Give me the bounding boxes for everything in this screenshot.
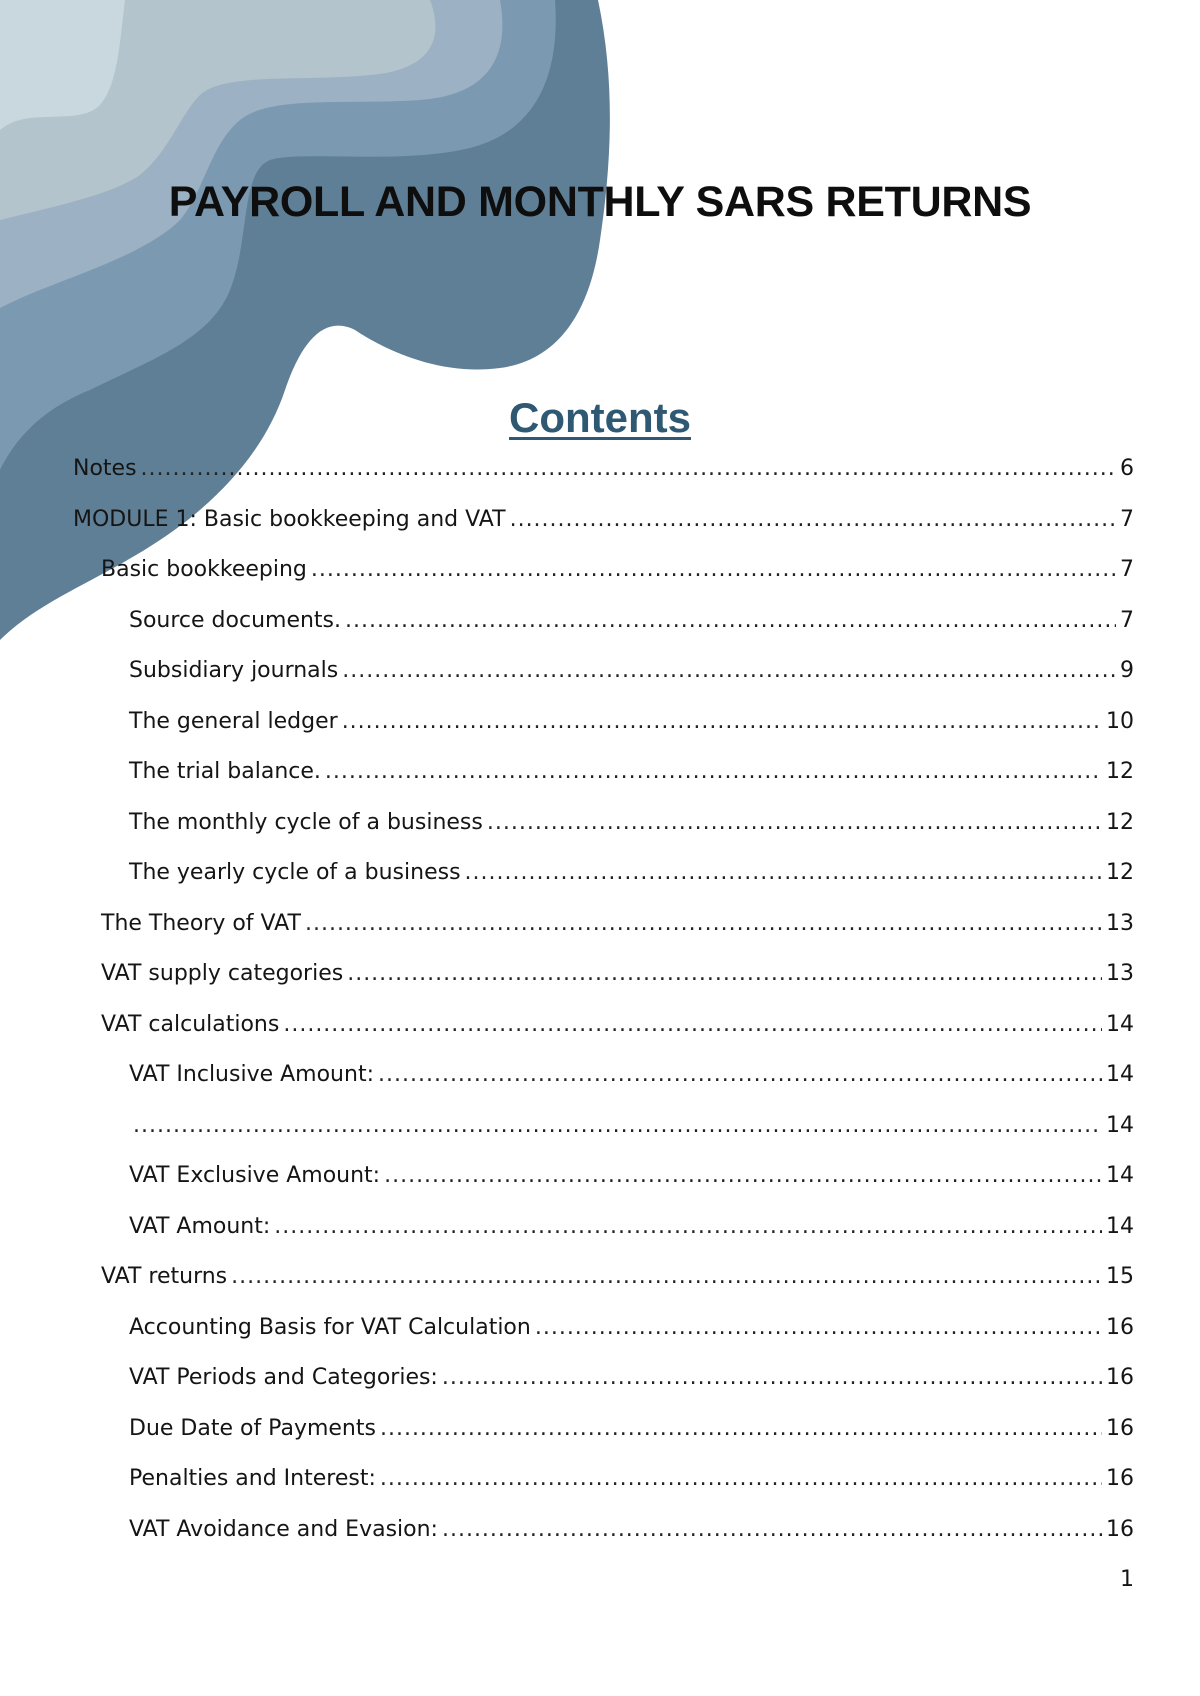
toc-entry-page: 16 xyxy=(1106,1415,1134,1441)
toc-entry[interactable] xyxy=(73,759,1134,810)
toc-dot-leader xyxy=(510,507,1116,532)
toc-dot-leader xyxy=(342,709,1102,734)
toc-entry-label: VAT calculations xyxy=(101,1011,280,1037)
toc-dot-leader xyxy=(231,1264,1102,1289)
toc-entry-page: 15 xyxy=(1106,1264,1134,1289)
toc-entry[interactable] xyxy=(73,658,1134,709)
toc-entry-page: 14 xyxy=(1106,1163,1134,1188)
toc-entry-page: 6 xyxy=(1120,456,1134,481)
toc-entry[interactable] xyxy=(73,860,1134,911)
toc-entry[interactable] xyxy=(73,1264,1134,1315)
toc-entry-page: 16 xyxy=(1106,1466,1134,1491)
toc-entry-page: 16 xyxy=(1106,1516,1134,1542)
toc-entry-label: The general ledger xyxy=(129,708,338,734)
toc-entry-page: 12 xyxy=(1106,860,1134,885)
toc-dot-leader xyxy=(311,557,1116,582)
toc-dot-leader xyxy=(345,608,1116,633)
toc-dot-leader xyxy=(384,1163,1102,1188)
toc-entry[interactable] xyxy=(73,456,1134,507)
toc-entry-page: 14 xyxy=(1106,1062,1134,1087)
toc-entry[interactable] xyxy=(73,961,1134,1012)
toc-entry[interactable] xyxy=(73,608,1134,659)
toc-entry-page: 16 xyxy=(1106,1314,1134,1340)
toc-entry-page: 14 xyxy=(1106,1112,1134,1138)
table-of-contents xyxy=(73,456,1134,1567)
toc-entry[interactable] xyxy=(73,1466,1134,1517)
toc-dot-leader xyxy=(283,1012,1102,1037)
toc-entry[interactable] xyxy=(73,507,1134,558)
toc-dot-leader xyxy=(442,1365,1102,1390)
toc-entry-page: 14 xyxy=(1106,1213,1134,1239)
toc-entry[interactable] xyxy=(73,1365,1134,1416)
toc-entry[interactable] xyxy=(73,810,1134,861)
toc-entry-page: 14 xyxy=(1106,1011,1134,1037)
toc-dot-leader xyxy=(442,1517,1102,1542)
toc-entry-label: Subsidiary journals xyxy=(129,658,339,683)
toc-entry-page: 13 xyxy=(1106,961,1134,986)
toc-entry-page: 12 xyxy=(1106,759,1134,784)
toc-dot-leader xyxy=(305,911,1102,936)
toc-entry[interactable] xyxy=(73,557,1134,608)
toc-entry-label: VAT supply categories xyxy=(101,961,344,986)
toc-dot-leader xyxy=(487,810,1102,835)
toc-entry[interactable] xyxy=(73,1163,1134,1214)
toc-dot-leader xyxy=(325,759,1102,784)
toc-dot-leader xyxy=(342,658,1116,683)
toc-entry-label: The trial balance. xyxy=(129,759,321,784)
toc-dot-leader xyxy=(465,860,1102,885)
toc-entry[interactable] xyxy=(73,1416,1134,1467)
toc-entry[interactable] xyxy=(73,1517,1134,1568)
toc-dot-leader xyxy=(378,1062,1102,1087)
toc-entry-page: 12 xyxy=(1106,809,1134,835)
toc-entry-page: 10 xyxy=(1106,708,1134,734)
contents-heading xyxy=(0,394,1200,442)
toc-entry-label: Due Date of Payments xyxy=(129,1415,376,1441)
toc-entry-label: The yearly cycle of a business xyxy=(129,860,461,885)
toc-entry[interactable] xyxy=(73,1113,1134,1164)
toc-entry-page: 9 xyxy=(1120,658,1134,683)
toc-entry-label: Penalties and Interest: xyxy=(129,1466,376,1491)
toc-entry[interactable] xyxy=(73,1214,1134,1265)
toc-entry[interactable] xyxy=(73,1012,1134,1063)
toc-entry-label: VAT Exclusive Amount: xyxy=(129,1163,381,1188)
toc-dot-leader xyxy=(347,961,1102,986)
toc-dot-leader xyxy=(141,456,1116,481)
toc-entry[interactable] xyxy=(73,911,1134,962)
toc-entry-label: Basic bookkeeping xyxy=(101,557,307,582)
toc-entry-page: 16 xyxy=(1106,1365,1134,1390)
document-title: PAYROLL AND MONTHLY SARS RETURNS xyxy=(168,178,1032,226)
toc-entry-label: The Theory of VAT xyxy=(101,910,301,936)
toc-entry-label: The monthly cycle of a business xyxy=(129,809,483,835)
toc-entry[interactable] xyxy=(73,1062,1134,1113)
toc-entry[interactable] xyxy=(73,709,1134,760)
toc-entry-label: VAT returns xyxy=(101,1264,228,1289)
contents-heading-text: Contents xyxy=(509,394,691,441)
toc-entry-label: VAT Periods and Categories: xyxy=(129,1365,438,1390)
toc-entry-page: 7 xyxy=(1120,557,1134,582)
toc-dot-leader xyxy=(133,1113,1102,1138)
toc-entry-page: 13 xyxy=(1106,910,1134,936)
toc-entry-label: VAT Inclusive Amount: xyxy=(129,1062,374,1087)
toc-entry-label: VAT Amount: xyxy=(129,1213,271,1239)
toc-entry-page: 7 xyxy=(1120,506,1134,532)
toc-entry-label: MODULE 1: Basic bookkeeping and VAT xyxy=(73,506,506,532)
toc-entry-page: 7 xyxy=(1120,607,1134,633)
toc-entry-label: VAT Avoidance and Evasion: xyxy=(129,1516,438,1542)
toc-entry[interactable] xyxy=(73,1315,1134,1366)
toc-entry-label: Accounting Basis for VAT Calculation xyxy=(129,1314,531,1340)
toc-dot-leader xyxy=(380,1466,1102,1491)
toc-entry-label: Notes xyxy=(73,456,137,481)
toc-dot-leader xyxy=(380,1416,1102,1441)
page-number: 1 xyxy=(1120,1567,1134,1592)
toc-entry-label: Source documents. xyxy=(129,607,342,633)
toc-dot-leader xyxy=(274,1214,1102,1239)
toc-dot-leader xyxy=(535,1315,1102,1340)
